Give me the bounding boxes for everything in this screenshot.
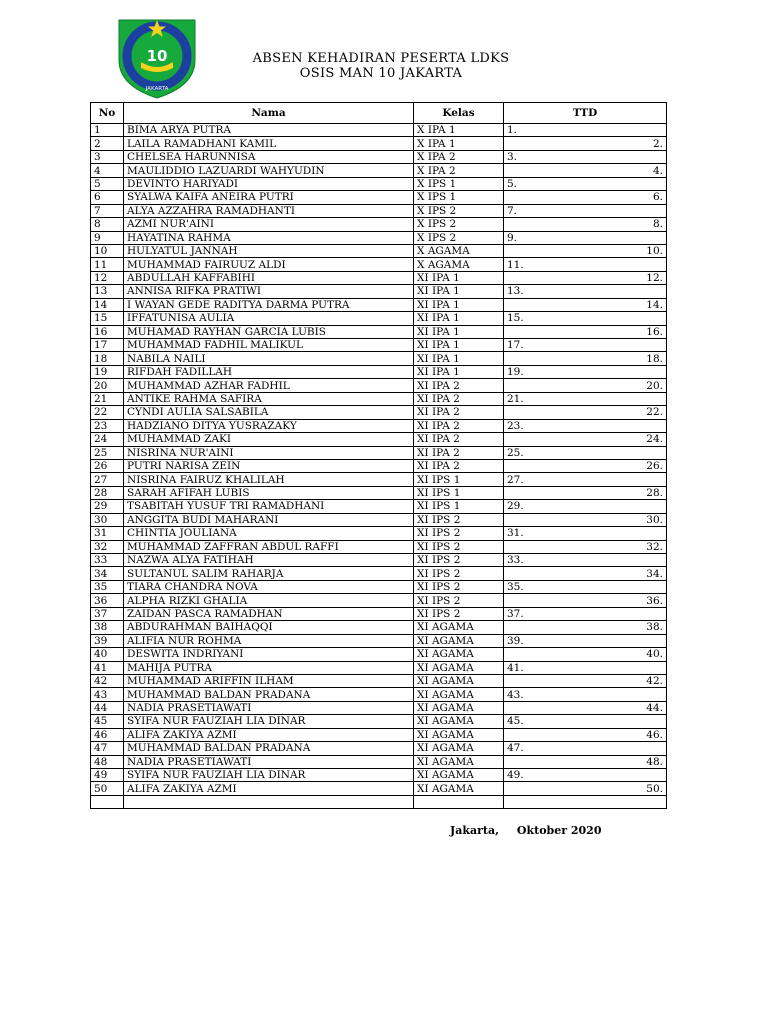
table-row xyxy=(91,204,667,217)
cell-no: 6 xyxy=(91,191,124,204)
cell-kelas xyxy=(414,795,504,808)
signature-place-date xyxy=(450,824,601,837)
footer-month-year: Oktober 2020 xyxy=(516,824,602,837)
cell-no: 22 xyxy=(91,406,124,419)
cell-nama: MAHIJA PUTRA xyxy=(124,661,414,674)
cell-nama: ANNISA RIFKA PRATIWI xyxy=(124,285,414,298)
cell-no: 40 xyxy=(91,648,124,661)
table-row xyxy=(91,459,667,472)
cell-ttd: 15. xyxy=(504,312,667,325)
cell-nama: HAYATINA RAHMA xyxy=(124,231,414,244)
cell-kelas: XI IPA 2 xyxy=(414,446,504,459)
table-row xyxy=(91,352,667,365)
cell-no: 16 xyxy=(91,325,124,338)
cell-no: 7 xyxy=(91,204,124,217)
cell-ttd: 31. xyxy=(504,527,667,540)
cell-no: 42 xyxy=(91,674,124,687)
cell-nama: BIMA ARYA PUTRA xyxy=(124,124,414,137)
attendance-table xyxy=(90,102,667,809)
cell-nama: I WAYAN GEDE RADITYA DARMA PUTRA xyxy=(124,298,414,311)
cell-nama: SYIFA NUR FAUZIAH LIA DINAR xyxy=(124,715,414,728)
table-row xyxy=(91,177,667,190)
table-row xyxy=(91,540,667,553)
cell-kelas: XI AGAMA xyxy=(414,634,504,647)
cell-kelas: XI IPA 1 xyxy=(414,339,504,352)
footer-city: Jakarta, xyxy=(450,824,499,837)
cell-nama: ANGGITA BUDI MAHARANI xyxy=(124,513,414,526)
cell-ttd: 18. xyxy=(504,352,667,365)
cell-kelas: XI IPA 2 xyxy=(414,406,504,419)
cell-ttd: 13. xyxy=(504,285,667,298)
cell-nama: ALIFIA NUR ROHMA xyxy=(124,634,414,647)
cell-nama: MAULIDDIO LAZUARDI WAHYUDIN xyxy=(124,164,414,177)
table-row xyxy=(91,486,667,499)
cell-no: 10 xyxy=(91,244,124,257)
cell-nama: RIFDAH FADILLAH xyxy=(124,365,414,378)
title-line-1: ABSEN KEHADIRAN PESERTA LDKS xyxy=(252,51,510,66)
title-line-2: OSIS MAN 10 JAKARTA xyxy=(299,66,463,81)
table-row xyxy=(91,688,667,701)
cell-no: 45 xyxy=(91,715,124,728)
cell-kelas: XI IPS 2 xyxy=(414,567,504,580)
cell-no: 19 xyxy=(91,365,124,378)
cell-kelas: XI IPA 1 xyxy=(414,325,504,338)
cell-ttd: 5. xyxy=(504,177,667,190)
cell-nama: NABILA NAILI xyxy=(124,352,414,365)
cell-kelas: XI IPA 2 xyxy=(414,419,504,432)
cell-no: 33 xyxy=(91,554,124,567)
cell-ttd: 50. xyxy=(504,782,667,795)
cell-ttd: 7. xyxy=(504,204,667,217)
table-row xyxy=(91,244,667,257)
table-row xyxy=(91,150,667,163)
cell-kelas: XI IPS 2 xyxy=(414,607,504,620)
cell-ttd: 29. xyxy=(504,500,667,513)
cell-ttd: 21. xyxy=(504,392,667,405)
table-row xyxy=(91,621,667,634)
cell-kelas: XI AGAMA xyxy=(414,701,504,714)
cell-no: 29 xyxy=(91,500,124,513)
table-row xyxy=(91,661,667,674)
cell-nama: SARAH AFIFAH LUBIS xyxy=(124,486,414,499)
cell-no: 5 xyxy=(91,177,124,190)
cell-no: 23 xyxy=(91,419,124,432)
table-row xyxy=(91,500,667,513)
table-row xyxy=(91,271,667,284)
cell-nama xyxy=(124,795,414,808)
cell-nama: ALYA AZZAHRA RAMADHANTI xyxy=(124,204,414,217)
cell-no: 3 xyxy=(91,150,124,163)
cell-nama: PUTRI NARISA ZEIN xyxy=(124,459,414,472)
cell-ttd: 34. xyxy=(504,567,667,580)
cell-ttd: 44. xyxy=(504,701,667,714)
table-row xyxy=(91,769,667,782)
cell-nama: HADZIANO DITYA YUSRAZAKY xyxy=(124,419,414,432)
table-row xyxy=(91,701,667,714)
cell-kelas: X IPA 2 xyxy=(414,150,504,163)
cell-kelas: XI IPS 2 xyxy=(414,554,504,567)
cell-ttd: 11. xyxy=(504,258,667,271)
table-row xyxy=(91,392,667,405)
cell-kelas: XI IPS 1 xyxy=(414,473,504,486)
cell-ttd: 33. xyxy=(504,554,667,567)
cell-kelas: XI AGAMA xyxy=(414,674,504,687)
cell-kelas: X IPS 1 xyxy=(414,177,504,190)
cell-kelas: XI IPA 2 xyxy=(414,459,504,472)
table-row xyxy=(91,594,667,607)
cell-no: 24 xyxy=(91,433,124,446)
cell-kelas: XI AGAMA xyxy=(414,755,504,768)
cell-ttd xyxy=(504,795,667,808)
cell-nama: MUHAMMAD FADHIL MALIKUL xyxy=(124,339,414,352)
cell-ttd: 40. xyxy=(504,648,667,661)
cell-nama: CYNDI AULIA SALSABILA xyxy=(124,406,414,419)
cell-no: 32 xyxy=(91,540,124,553)
cell-no: 1 xyxy=(91,124,124,137)
logo-bottom-text: JAKARTA xyxy=(145,86,169,92)
table-row xyxy=(91,567,667,580)
cell-no: 36 xyxy=(91,594,124,607)
cell-no: 39 xyxy=(91,634,124,647)
table-body xyxy=(91,124,667,809)
cell-no: 20 xyxy=(91,379,124,392)
cell-no: 48 xyxy=(91,755,124,768)
table-row xyxy=(91,527,667,540)
cell-kelas: XI IPS 2 xyxy=(414,527,504,540)
cell-kelas: XI AGAMA xyxy=(414,648,504,661)
cell-kelas: X IPA 2 xyxy=(414,164,504,177)
cell-no: 27 xyxy=(91,473,124,486)
cell-ttd: 30. xyxy=(504,513,667,526)
cell-no: 34 xyxy=(91,567,124,580)
table-row xyxy=(91,755,667,768)
cell-kelas: XI IPS 2 xyxy=(414,580,504,593)
cell-no: 30 xyxy=(91,513,124,526)
cell-ttd: 47. xyxy=(504,742,667,755)
cell-nama: ABDURAHMAN BAIHAQQI xyxy=(124,621,414,634)
cell-nama: CHINTIA JOULIANA xyxy=(124,527,414,540)
school-logo xyxy=(113,14,201,100)
cell-kelas: X AGAMA xyxy=(414,258,504,271)
cell-no: 38 xyxy=(91,621,124,634)
cell-ttd: 37. xyxy=(504,607,667,620)
cell-no: 49 xyxy=(91,769,124,782)
cell-ttd: 8. xyxy=(504,218,667,231)
cell-kelas: X IPA 1 xyxy=(414,124,504,137)
cell-no: 12 xyxy=(91,271,124,284)
table-row xyxy=(91,674,667,687)
table-row xyxy=(91,473,667,486)
cell-nama: MUHAMMAD BALDAN PRADANA xyxy=(124,688,414,701)
cell-no: 11 xyxy=(91,258,124,271)
cell-nama: NAZWA ALYA FATIHAH xyxy=(124,554,414,567)
cell-ttd: 10. xyxy=(504,244,667,257)
cell-ttd: 27. xyxy=(504,473,667,486)
table-header-row xyxy=(91,103,667,124)
cell-ttd: 16. xyxy=(504,325,667,338)
table-row xyxy=(91,339,667,352)
cell-no: 50 xyxy=(91,782,124,795)
cell-ttd: 28. xyxy=(504,486,667,499)
cell-ttd: 14. xyxy=(504,298,667,311)
cell-nama: MUHAMMAD BALDAN PRADANA xyxy=(124,742,414,755)
cell-kelas: XI AGAMA xyxy=(414,782,504,795)
cell-no: 41 xyxy=(91,661,124,674)
table-row xyxy=(91,795,667,808)
cell-kelas: XI IPS 1 xyxy=(414,500,504,513)
cell-ttd: 23. xyxy=(504,419,667,432)
column-header-no: No xyxy=(91,103,124,124)
cell-kelas: X IPS 2 xyxy=(414,218,504,231)
cell-nama: SYIFA NUR FAUZIAH LIA DINAR xyxy=(124,769,414,782)
table-row xyxy=(91,298,667,311)
cell-nama: MUHAMMAD AZHAR FADHIL xyxy=(124,379,414,392)
cell-nama: ALIFA ZAKIYA AZMI xyxy=(124,782,414,795)
cell-ttd: 39. xyxy=(504,634,667,647)
cell-nama: TIARA CHANDRA NOVA xyxy=(124,580,414,593)
cell-ttd: 38. xyxy=(504,621,667,634)
cell-no: 13 xyxy=(91,285,124,298)
cell-nama: TSABITAH YUSUF TRI RAMADHANI xyxy=(124,500,414,513)
table-row xyxy=(91,607,667,620)
table-row xyxy=(91,433,667,446)
cell-no: 9 xyxy=(91,231,124,244)
table-row xyxy=(91,164,667,177)
table-row xyxy=(91,728,667,741)
cell-ttd: 36. xyxy=(504,594,667,607)
cell-no: 43 xyxy=(91,688,124,701)
cell-ttd: 3. xyxy=(504,150,667,163)
cell-kelas: X AGAMA xyxy=(414,244,504,257)
cell-kelas: XI IPS 2 xyxy=(414,540,504,553)
cell-kelas: XI IPS 2 xyxy=(414,594,504,607)
cell-kelas: XI IPA 1 xyxy=(414,285,504,298)
cell-no: 17 xyxy=(91,339,124,352)
cell-nama: IFFATUNISA AULIA xyxy=(124,312,414,325)
cell-kelas: XI IPA 1 xyxy=(414,352,504,365)
cell-kelas: XI IPA 1 xyxy=(414,298,504,311)
table-row xyxy=(91,379,667,392)
cell-kelas: XI AGAMA xyxy=(414,661,504,674)
cell-kelas: X IPA 1 xyxy=(414,137,504,150)
cell-ttd: 2. xyxy=(504,137,667,150)
cell-kelas: XI IPA 2 xyxy=(414,379,504,392)
cell-nama: ALPHA RIZKI GHALIA xyxy=(124,594,414,607)
cell-kelas: XI IPA 2 xyxy=(414,433,504,446)
cell-kelas: XI IPA 1 xyxy=(414,271,504,284)
cell-nama: NISRINA FAIRUZ KHALILAH xyxy=(124,473,414,486)
cell-no: 46 xyxy=(91,728,124,741)
cell-nama: AZMI NUR'AINI xyxy=(124,218,414,231)
cell-no: 25 xyxy=(91,446,124,459)
cell-ttd: 19. xyxy=(504,365,667,378)
cell-kelas: XI IPS 2 xyxy=(414,513,504,526)
cell-no: 14 xyxy=(91,298,124,311)
table-row xyxy=(91,634,667,647)
cell-nama: ZAIDAN PASCA RAMADHAN xyxy=(124,607,414,620)
cell-ttd: 49. xyxy=(504,769,667,782)
cell-no: 47 xyxy=(91,742,124,755)
cell-ttd: 41. xyxy=(504,661,667,674)
cell-nama: SYALWA KAIFA ANEIRA PUTRI xyxy=(124,191,414,204)
cell-kelas: X IPS 2 xyxy=(414,231,504,244)
cell-ttd: 43. xyxy=(504,688,667,701)
cell-ttd: 1. xyxy=(504,124,667,137)
cell-no: 31 xyxy=(91,527,124,540)
cell-ttd: 42. xyxy=(504,674,667,687)
cell-no xyxy=(91,795,124,808)
table-row xyxy=(91,137,667,150)
table-row xyxy=(91,419,667,432)
table-row xyxy=(91,312,667,325)
cell-kelas: X IPS 2 xyxy=(414,204,504,217)
column-header-kelas: Kelas xyxy=(414,103,504,124)
cell-nama: DEVINTO HARIYADI xyxy=(124,177,414,190)
cell-kelas: XI IPA 1 xyxy=(414,312,504,325)
cell-kelas: X IPS 1 xyxy=(414,191,504,204)
cell-nama: NISRINA NUR'AINI xyxy=(124,446,414,459)
cell-no: 26 xyxy=(91,459,124,472)
table-row xyxy=(91,406,667,419)
table-row xyxy=(91,191,667,204)
cell-ttd: 32. xyxy=(504,540,667,553)
cell-nama: LAILA RAMADHANI KAMIL xyxy=(124,137,414,150)
cell-ttd: 9. xyxy=(504,231,667,244)
table-row xyxy=(91,446,667,459)
cell-ttd: 46. xyxy=(504,728,667,741)
table-row xyxy=(91,124,667,137)
table-row xyxy=(91,325,667,338)
cell-kelas: XI IPA 1 xyxy=(414,365,504,378)
cell-no: 8 xyxy=(91,218,124,231)
cell-no: 15 xyxy=(91,312,124,325)
cell-nama: ANTIKE RAHMA SAFIRA xyxy=(124,392,414,405)
cell-kelas: XI AGAMA xyxy=(414,715,504,728)
cell-no: 35 xyxy=(91,580,124,593)
table-row xyxy=(91,715,667,728)
cell-kelas: XI IPA 2 xyxy=(414,392,504,405)
cell-nama: MUHAMMAD ZAFFRAN ABDUL RAFFI xyxy=(124,540,414,553)
cell-nama: MUHAMMAD ARIFFIN ILHAM xyxy=(124,674,414,687)
cell-ttd: 22. xyxy=(504,406,667,419)
cell-kelas: XI AGAMA xyxy=(414,688,504,701)
table-row xyxy=(91,580,667,593)
cell-ttd: 24. xyxy=(504,433,667,446)
cell-kelas: XI AGAMA xyxy=(414,742,504,755)
cell-ttd: 20. xyxy=(504,379,667,392)
cell-nama: ABDULLAH KAFFABIHI xyxy=(124,271,414,284)
cell-ttd: 45. xyxy=(504,715,667,728)
cell-no: 44 xyxy=(91,701,124,714)
cell-nama: MUHAMAD RAYHAN GARCIA LUBIS xyxy=(124,325,414,338)
cell-no: 4 xyxy=(91,164,124,177)
cell-kelas: XI AGAMA xyxy=(414,769,504,782)
cell-nama: HULYATUL JANNAH xyxy=(124,244,414,257)
cell-kelas: XI AGAMA xyxy=(414,621,504,634)
cell-nama: SULTANUL SALIM RAHARJA xyxy=(124,567,414,580)
cell-nama: ALIFA ZAKIYA AZMI xyxy=(124,728,414,741)
document-title xyxy=(200,51,562,81)
table-row xyxy=(91,554,667,567)
table-row xyxy=(91,365,667,378)
column-header-ttd: TTD xyxy=(504,103,667,124)
cell-ttd: 35. xyxy=(504,580,667,593)
column-header-nama: Nama xyxy=(124,103,414,124)
cell-ttd: 25. xyxy=(504,446,667,459)
cell-kelas: XI IPS 1 xyxy=(414,486,504,499)
cell-nama: DESWITA INDRIYANI xyxy=(124,648,414,661)
cell-ttd: 6. xyxy=(504,191,667,204)
cell-ttd: 17. xyxy=(504,339,667,352)
cell-nama: MUHAMMAD FAIRUUZ ALDI xyxy=(124,258,414,271)
table-row xyxy=(91,782,667,795)
cell-nama: NADIA PRASETIAWATI xyxy=(124,755,414,768)
cell-ttd: 26. xyxy=(504,459,667,472)
table-row xyxy=(91,648,667,661)
cell-no: 21 xyxy=(91,392,124,405)
cell-nama: NADIA PRASETIAWATI xyxy=(124,701,414,714)
cell-ttd: 12. xyxy=(504,271,667,284)
cell-ttd: 48. xyxy=(504,755,667,768)
cell-no: 18 xyxy=(91,352,124,365)
logo-number: 10 xyxy=(146,47,168,65)
cell-nama: CHELSEA HARUNNISA xyxy=(124,150,414,163)
cell-no: 28 xyxy=(91,486,124,499)
table-row xyxy=(91,285,667,298)
cell-no: 37 xyxy=(91,607,124,620)
table-row xyxy=(91,258,667,271)
table-row xyxy=(91,218,667,231)
table-row xyxy=(91,742,667,755)
cell-ttd: 4. xyxy=(504,164,667,177)
cell-no: 2 xyxy=(91,137,124,150)
cell-nama: MUHAMMAD ZAKI xyxy=(124,433,414,446)
cell-kelas: XI AGAMA xyxy=(414,728,504,741)
table-row xyxy=(91,513,667,526)
table-row xyxy=(91,231,667,244)
